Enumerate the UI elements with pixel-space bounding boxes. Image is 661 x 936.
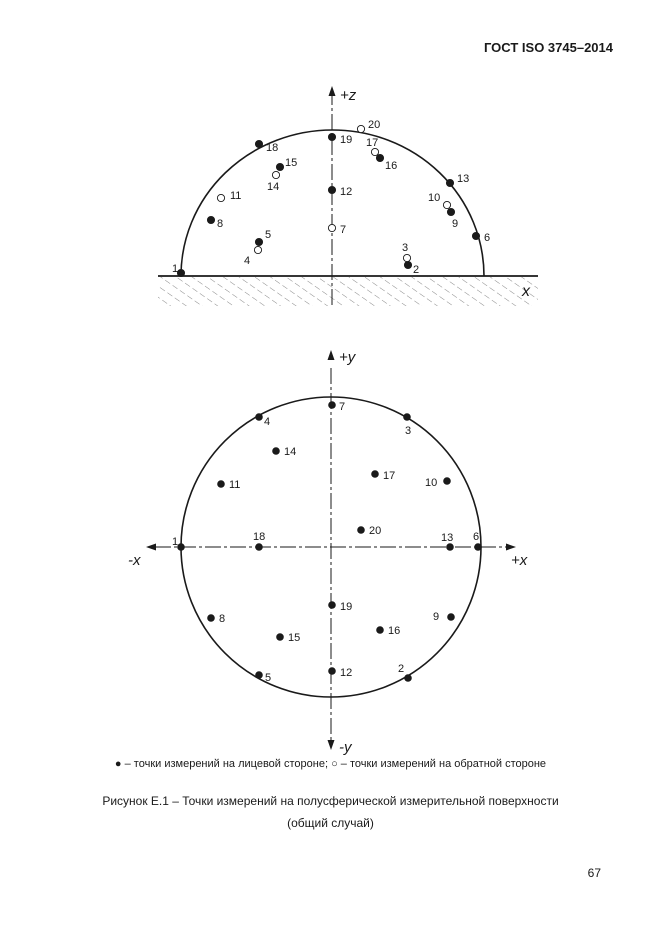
plan-measurement-point — [255, 671, 263, 679]
point-label-2: 2 — [413, 264, 420, 276]
front-measurement-point — [177, 269, 184, 276]
plan-point-label-10: 10 — [425, 477, 438, 489]
plan-measurement-point — [376, 626, 384, 634]
front-measurement-point — [404, 261, 411, 268]
back-measurement-point — [403, 254, 410, 261]
point-label-1: 1 — [172, 263, 179, 275]
plan-point-label-15: 15 — [288, 632, 301, 644]
point-label-5: 5 — [265, 229, 272, 241]
front-measurement-point — [472, 232, 479, 239]
point-label-12: 12 — [340, 186, 353, 198]
plan-point-label-12: 12 — [340, 667, 353, 679]
caption-line-1: Рисунок Е.1 – Точки измерений на полусферической измерительной поверхности — [102, 794, 559, 808]
caption-line-2: (общий случай) — [287, 816, 374, 830]
plan-point-label-17: 17 — [383, 470, 396, 482]
point-label-15: 15 — [285, 157, 298, 169]
plan-point-label-1: 1 — [172, 536, 179, 548]
z-axis-arrow-icon — [329, 86, 336, 96]
plan-measurement-point — [357, 526, 365, 534]
point-label-3: 3 — [402, 242, 409, 254]
front-measurement-point — [376, 154, 383, 161]
point-label-20: 20 — [368, 119, 381, 131]
back-measurement-point — [217, 194, 224, 201]
point-label-13: 13 — [457, 173, 470, 185]
plan-measurement-point — [272, 447, 280, 455]
plan-point-label-4: 4 — [264, 416, 271, 428]
plan-point-label-7: 7 — [339, 401, 346, 413]
side-view — [158, 86, 538, 306]
plan-point-label-19: 19 — [340, 601, 353, 613]
plan-measurement-point — [276, 633, 284, 641]
point-label-17: 17 — [366, 137, 379, 149]
plan-point-label-3: 3 — [405, 425, 412, 437]
point-label-6: 6 — [484, 232, 491, 244]
plan-point-label-18: 18 — [253, 531, 266, 543]
front-measurement-point — [207, 216, 214, 223]
plan-point-label-9: 9 — [433, 611, 440, 623]
standard-header: ГОСТ ISO 3745–2014 — [483, 40, 613, 55]
plan-measurement-point — [371, 470, 379, 478]
x-axis-label: x — [522, 283, 530, 300]
point-label-9: 9 — [452, 218, 459, 230]
plan-measurement-point — [328, 601, 336, 609]
point-label-7: 7 — [340, 224, 347, 236]
plan-measurement-point — [447, 613, 455, 621]
minus-y-arrow-icon — [328, 740, 335, 750]
plus-x-arrow-icon — [506, 544, 516, 551]
back-measurement-point — [357, 125, 364, 132]
plus-y-label: +y — [339, 349, 356, 366]
front-measurement-point — [328, 186, 335, 193]
minus-y-label: -y — [339, 739, 352, 756]
plan-measurement-point — [217, 480, 225, 488]
front-measurement-point — [276, 163, 283, 170]
plan-point-label-20: 20 — [369, 525, 382, 537]
minus-x-label: -x — [128, 552, 141, 569]
plan-point-label-2: 2 — [398, 663, 405, 675]
plan-measurement-point — [403, 413, 411, 421]
plus-x-label: +x — [511, 552, 528, 569]
point-label-8: 8 — [217, 218, 224, 230]
front-measurement-point — [328, 133, 335, 140]
plan-point-label-5: 5 — [265, 672, 272, 684]
plan-point-label-6: 6 — [473, 531, 480, 543]
ground-hatch — [158, 277, 538, 306]
plan-measurement-point — [404, 674, 412, 682]
plus-y-arrow-icon — [328, 350, 335, 360]
back-measurement-point — [443, 201, 450, 208]
point-label-11: 11 — [230, 190, 242, 202]
plan-point-label-13: 13 — [441, 532, 454, 544]
front-measurement-point — [447, 208, 454, 215]
front-measurement-point — [255, 238, 262, 245]
back-measurement-point — [254, 246, 261, 253]
minus-x-arrow-icon — [146, 544, 156, 551]
plan-measurement-point — [255, 543, 263, 551]
back-measurement-point — [272, 171, 279, 178]
point-label-14: 14 — [267, 181, 280, 193]
plan-point-label-8: 8 — [219, 613, 226, 625]
plan-point-label-14: 14 — [284, 446, 297, 458]
plan-point-label-11: 11 — [229, 479, 241, 491]
back-measurement-point — [328, 224, 335, 231]
front-measurement-point — [255, 140, 262, 147]
plan-measurement-point — [328, 401, 336, 409]
plan-measurement-point — [328, 667, 336, 675]
plan-measurement-point — [177, 543, 185, 551]
page-number: 67 — [587, 866, 601, 880]
plan-measurement-point — [446, 543, 454, 551]
legend: ● – точки измерений на лицевой стороне; ○ – точки измерений на обратной стороне — [114, 758, 547, 770]
back-measurement-point — [371, 148, 378, 155]
plan-measurement-point — [474, 543, 482, 551]
plan-measurement-point — [443, 477, 451, 485]
point-label-18: 18 — [266, 142, 279, 154]
z-axis-label: +z — [340, 87, 357, 104]
point-label-19: 19 — [340, 134, 353, 146]
point-label-4: 4 — [244, 255, 251, 267]
plan-measurement-point — [207, 614, 215, 622]
plan-view — [128, 349, 528, 756]
figure-caption — [0, 790, 661, 834]
plan-point-label-16: 16 — [388, 625, 401, 637]
point-label-10: 10 — [428, 192, 441, 204]
plan-measurement-point — [255, 413, 263, 421]
front-measurement-point — [446, 179, 453, 186]
point-label-16: 16 — [385, 160, 398, 172]
